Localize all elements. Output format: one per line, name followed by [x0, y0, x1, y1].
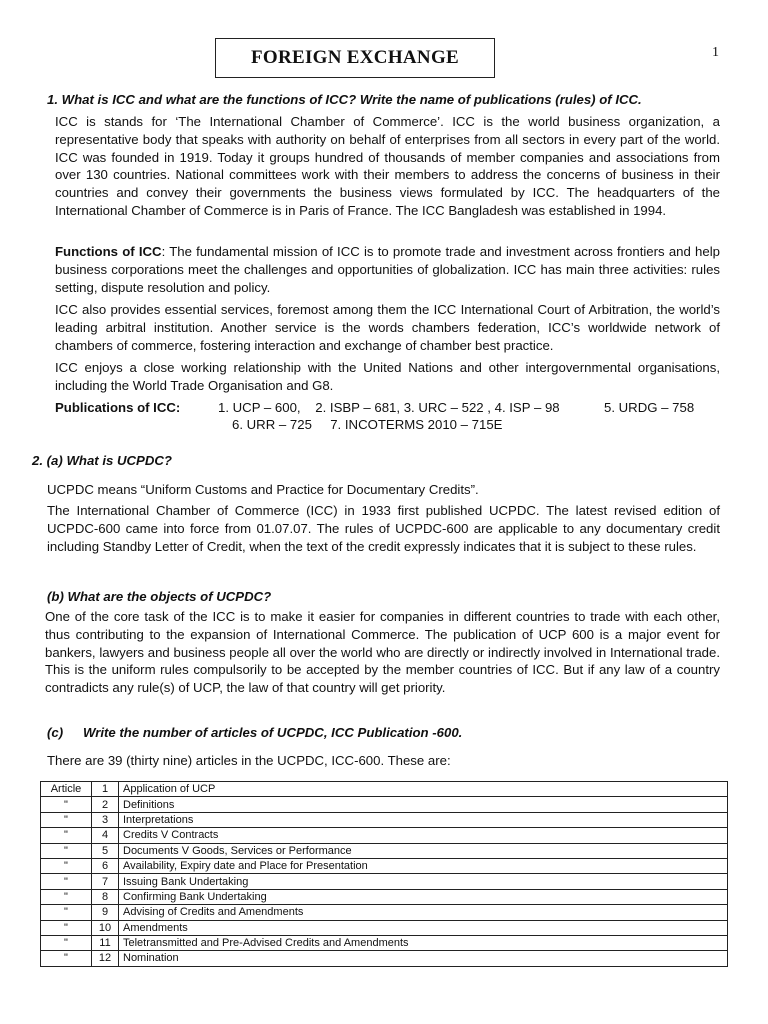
- article-label-cell: ": [41, 951, 92, 966]
- table-row: [41, 935, 728, 950]
- table-row: [41, 905, 728, 920]
- article-number-cell: 12: [92, 951, 119, 966]
- article-title-cell: Nomination: [119, 951, 728, 966]
- table-row: [41, 782, 728, 797]
- article-title-cell: Credits V Contracts: [119, 828, 728, 843]
- ucpdc-definition: UCPDC means “Uniform Customs and Practice for Documentary Credits”.: [47, 482, 479, 497]
- article-label-cell: ": [41, 828, 92, 843]
- article-number-cell: 3: [92, 812, 119, 827]
- article-title-cell: Availability, Expiry date and Place for Presentation: [119, 858, 728, 873]
- publications-line-1b: 5. URDG – 758: [604, 400, 695, 415]
- article-title-cell: Application of UCP: [119, 782, 728, 797]
- article-number-cell: 7: [92, 874, 119, 889]
- article-number-cell: 5: [92, 843, 119, 858]
- article-number-cell: 8: [92, 889, 119, 904]
- articles-table: [40, 781, 728, 967]
- article-label-cell: ": [41, 920, 92, 935]
- article-title-cell: Interpretations: [119, 812, 728, 827]
- table-row: [41, 797, 728, 812]
- article-label-cell: Article: [41, 782, 92, 797]
- article-label-cell: ": [41, 874, 92, 889]
- article-label-cell: ": [41, 843, 92, 858]
- icc-relationship-paragraph: ICC enjoys a close working relationship with the United Nations and other intergovernmental organisations, including the World Trade Organisation and G8.: [55, 360, 720, 393]
- table-row: [41, 951, 728, 966]
- publications-label: Publications of ICC: [55, 400, 176, 415]
- question-2c-label: (c): [47, 725, 64, 740]
- publications-block: Publications of ICC:: [55, 400, 181, 415]
- article-number-cell: 11: [92, 935, 119, 950]
- icc-services-paragraph: ICC also provides essential services, foremost among them the ICC International Court of Arbitration, the world’s leading arbitral institution. Another service is the words chambers federation, ICC’s worldwide network of chambers of commerce, fostering interaction and exchange of chamber best practice.: [55, 302, 720, 353]
- article-number-cell: 2: [92, 797, 119, 812]
- article-title-cell: Confirming Bank Undertaking: [119, 889, 728, 904]
- icc-functions-paragraph: [55, 243, 720, 296]
- table-row: [41, 812, 728, 827]
- table-row: [41, 874, 728, 889]
- article-label-cell: ": [41, 858, 92, 873]
- article-title-cell: Issuing Bank Undertaking: [119, 874, 728, 889]
- publications-line-1: 1. UCP – 600, 2. ISBP – 681, 3. URC – 522 , 4. ISP – 98: [218, 400, 560, 415]
- ucpdc-objects-paragraph: One of the core task of the ICC is to make it easier for companies in different countries to trade with each other, thus contributing to the expansion of International Commerce. The publication of UCP 600 is a major event for bankers, lawyers and business people all over the world who are directly or indirectly involved in International trade. This is the uniform rules compulsorily to be accepted by the member countries of ICC. But if any law of a country contradicts any rule(s) of UCP, the law of that country will get priority.: [45, 609, 720, 696]
- question-1-heading: 1. What is ICC and what are the functions of ICC? Write the name of publications (rules) of ICC.: [47, 92, 642, 107]
- icc-intro-paragraph: ICC is stands for ‘The International Chamber of Commerce’. ICC is the world business organization, a representative body that speaks with authority on behalf of enterprises from all sectors in every part of the world. ICC was founded in 1919. Today it groups hundred of thousands of member companies and associations from over 130 countries. National committees work with their members to address the concerns of business in their countries and convey their governments the business views formulated by ICC. The headquarters of the International Chamber of Commerce is in Paris of France. The ICC Bangladesh was established in 1994.: [55, 114, 720, 218]
- table-row: [41, 843, 728, 858]
- functions-text: : The fundamental mission of ICC is to promote trade and investment across frontiers and help business corporations meet the challenges and opportunities of globalization. ICC has main three activities: rules setting, dispute resolution and policy.: [55, 244, 720, 295]
- article-title-cell: Advising of Credits and Amendments: [119, 905, 728, 920]
- ucpdc-history-paragraph: The International Chamber of Commerce (ICC) in 1933 first published UCPDC. The latest revised edition of UCPDC-600 came into force from 01.07.07. The rules of UCPDC-600 are applicable to any documentary credit including Standby Letter of Credit, when the text of the credit expressly indicates that it is subject to these rules.: [47, 503, 720, 554]
- table-row: [41, 828, 728, 843]
- article-number-cell: 10: [92, 920, 119, 935]
- table-row: [41, 889, 728, 904]
- article-label-cell: ": [41, 797, 92, 812]
- article-number-cell: 4: [92, 828, 119, 843]
- article-title-cell: Teletransmitted and Pre-Advised Credits and Amendments: [119, 935, 728, 950]
- page-number: 1: [712, 45, 719, 60]
- article-title-cell: Documents V Goods, Services or Performance: [119, 843, 728, 858]
- functions-label: Functions of ICC: [55, 244, 162, 259]
- article-label-cell: ": [41, 812, 92, 827]
- table-row: [41, 920, 728, 935]
- publications-line-2: 6. URR – 725 7. INCOTERMS 2010 – 715E: [232, 417, 503, 432]
- article-number-cell: 1: [92, 782, 119, 797]
- question-2c-heading: Write the number of articles of UCPDC, ICC Publication -600.: [83, 725, 463, 740]
- document-title: FOREIGN EXCHANGE: [215, 38, 495, 78]
- articles-intro: There are 39 (thirty nine) articles in the UCPDC, ICC-600. These are:: [47, 753, 451, 768]
- article-title-cell: Amendments: [119, 920, 728, 935]
- question-2b-heading: (b) What are the objects of UCPDC?: [47, 589, 272, 604]
- question-2a-heading: 2. (a) What is UCPDC?: [32, 453, 172, 468]
- article-number-cell: 6: [92, 858, 119, 873]
- table-row: [41, 858, 728, 873]
- article-label-cell: ": [41, 889, 92, 904]
- article-number-cell: 9: [92, 905, 119, 920]
- article-title-cell: Definitions: [119, 797, 728, 812]
- article-label-cell: ": [41, 905, 92, 920]
- article-label-cell: ": [41, 935, 92, 950]
